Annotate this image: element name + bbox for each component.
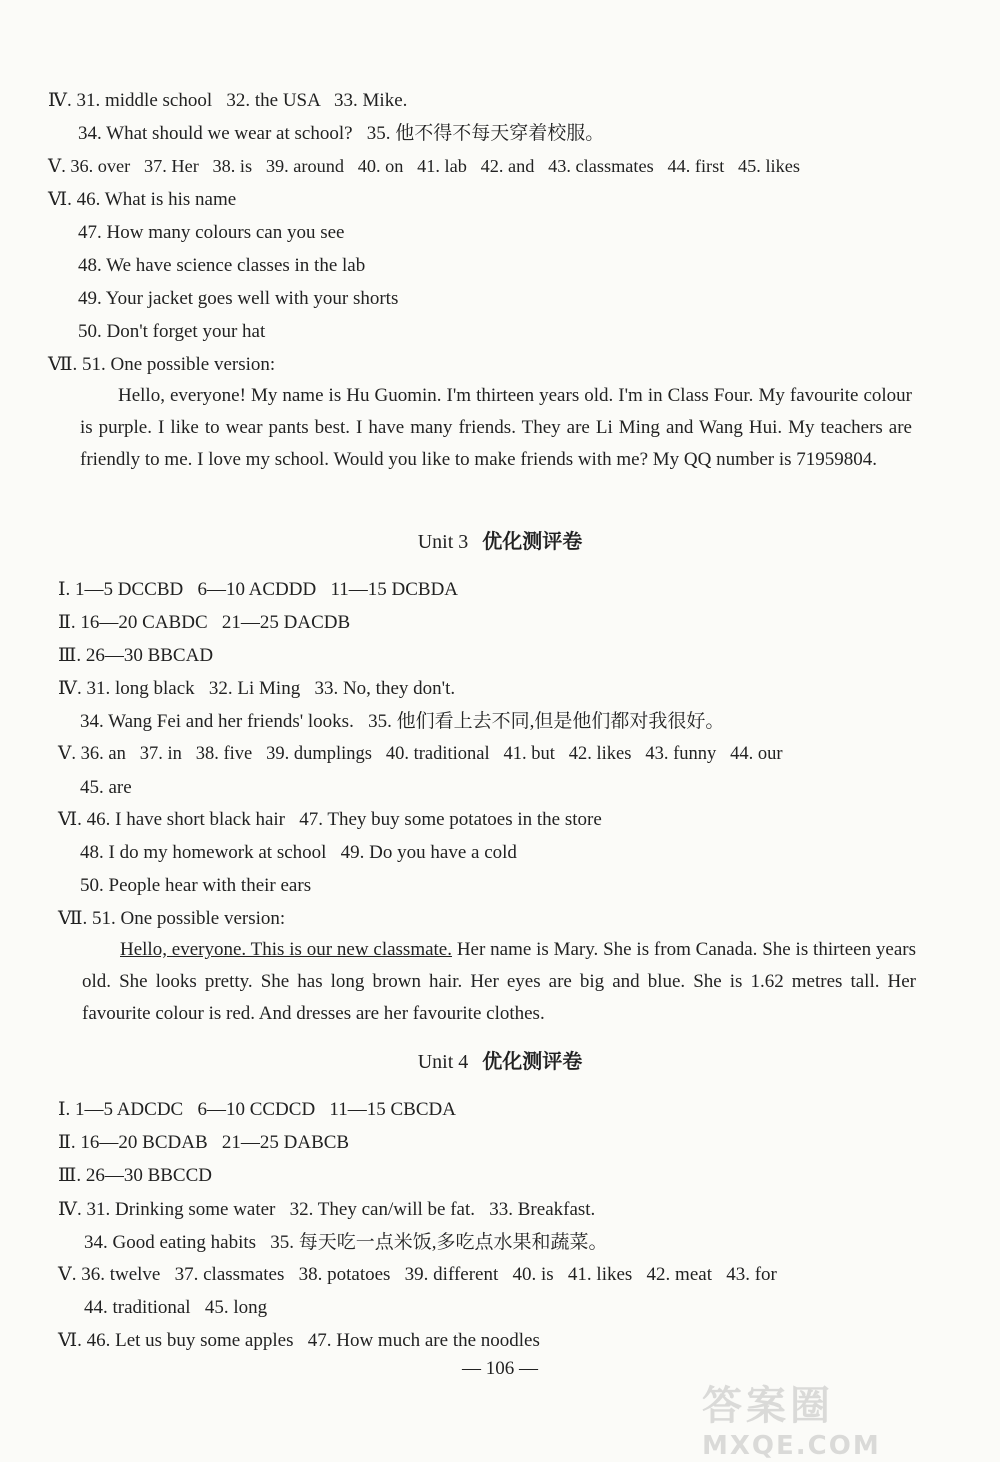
unit4-line-1: Ⅰ. 1—5 ADCDC 6—10 CCDCD 11—15 CBCDA <box>58 1099 456 1120</box>
unit3-line-6: Ⅵ. 46. I have short black hair 47. They buy some potatoes in the store <box>58 809 602 830</box>
unit3-line-7: Ⅶ. 51. One possible version: <box>58 908 286 929</box>
unit-4-title: Unit 4 <box>417 1051 469 1073</box>
unit3-line-2: Ⅱ. 16—20 CABDC 21—25 DACDB <box>58 612 351 633</box>
watermark-logo <box>702 1374 982 1461</box>
unit3-line-5: Ⅴ. 36. an 37. in 38. five 39. dumplings 40. traditional 41. but 42. likes 43. funny 44. our <box>58 744 783 764</box>
unit-4-heading <box>0 1048 1000 1076</box>
watermark-text-url: MXQE.COM <box>702 1431 881 1461</box>
unit3-line-1: Ⅰ. 1—5 DCCBD 6—10 ACDDD 11—15 DCBDA <box>58 579 459 600</box>
unit3-sample-essay <box>82 934 916 1030</box>
unit3-line-5-cont: 45. are <box>80 777 132 798</box>
answer-line-4: Ⅳ. 31. middle school 32. the USA 33. Mike. <box>48 90 408 111</box>
answer-line-6-49: 49. Your jacket goes well with your shorts <box>78 288 399 309</box>
unit4-line-2: Ⅱ. 16—20 BCDAB 21—25 DABCB <box>58 1132 350 1153</box>
unit3-line-3: Ⅲ. 26—30 BBCAD <box>58 645 214 666</box>
answer-line-5: Ⅴ. 36. over 37. Her 38. is 39. around 40. on 41. lab 42. and 43. classmates 44. first 45. likes <box>48 156 800 176</box>
unit4-line-4: Ⅳ. 31. Drinking some water 32. They can/will be fat. 33. Breakfast. <box>58 1199 596 1220</box>
unit-3-heading <box>0 528 1000 556</box>
unit4-line-3: Ⅲ. 26—30 BBCCD <box>58 1165 212 1186</box>
answer-line-6-47: 47. How many colours can you see <box>78 222 345 243</box>
answer-line-6-50: 50. Don't forget your hat <box>78 321 266 342</box>
unit3-line-6-48: 48. I do my homework at school 49. Do you have a cold <box>80 842 517 863</box>
unit-3-subtitle: 优化测评卷 <box>482 531 583 553</box>
essay-body: Her name is Mary. She is from Canada. She is thirteen years old. She looks pretty. She has long brown hair. Her eyes are big and blue. She is 1.62 metres tall. Her favourite colour is red. And dresses are her favourite clothes. <box>82 939 916 1024</box>
page-number: — 106 — <box>462 1358 538 1379</box>
unit4-line-4-cont: 34. Good eating habits 35. 每天吃一点米饭,多吃点水果和蔬菜。 <box>84 1232 608 1253</box>
answer-line-6: Ⅵ. 46. What is his name <box>48 189 237 210</box>
answer-line-7: Ⅶ. 51. One possible version: <box>48 354 276 375</box>
unit-3-title: Unit 3 <box>417 531 469 553</box>
unit4-line-5-cont: 44. traditional 45. long <box>84 1297 268 1318</box>
unit-4-subtitle: 优化测评卷 <box>482 1051 583 1073</box>
unit4-line-6: Ⅵ. 46. Let us buy some apples 47. How much are the noodles <box>58 1330 540 1351</box>
unit3-line-4: Ⅳ. 31. long black 32. Li Ming 33. No, they don't. <box>58 678 456 699</box>
unit3-line-6-50: 50. People hear with their ears <box>80 875 312 896</box>
essay-underlined-opening: Hello, everyone. This is our new classmate. <box>120 939 452 960</box>
sample-essay: Hello, everyone! My name is Hu Guomin. I'm thirteen years old. I'm in Class Four. My favourite colour is purple. I like to wear pants best. I have many friends. They are Li Ming and Wang Hui. My teachers are friendly to me. I love my school. Would you like to make friends with me? My QQ number is 71959804. <box>80 385 912 470</box>
unit3-line-4-cont: 34. Wang Fei and her friends' looks. 35. 他们看上去不同,但是他们都对我很好。 <box>80 711 725 732</box>
watermark-text-cn: 答案圈 <box>702 1383 834 1429</box>
answer-line-6-48: 48. We have science classes in the lab <box>78 255 366 276</box>
unit4-line-5: Ⅴ. 36. twelve 37. classmates 38. potatoes 39. different 40. is 41. likes 42. meat 43. for <box>58 1264 777 1285</box>
answer-line-4-cont: 34. What should we wear at school? 35. 他不得不每天穿着校服。 <box>78 123 605 144</box>
